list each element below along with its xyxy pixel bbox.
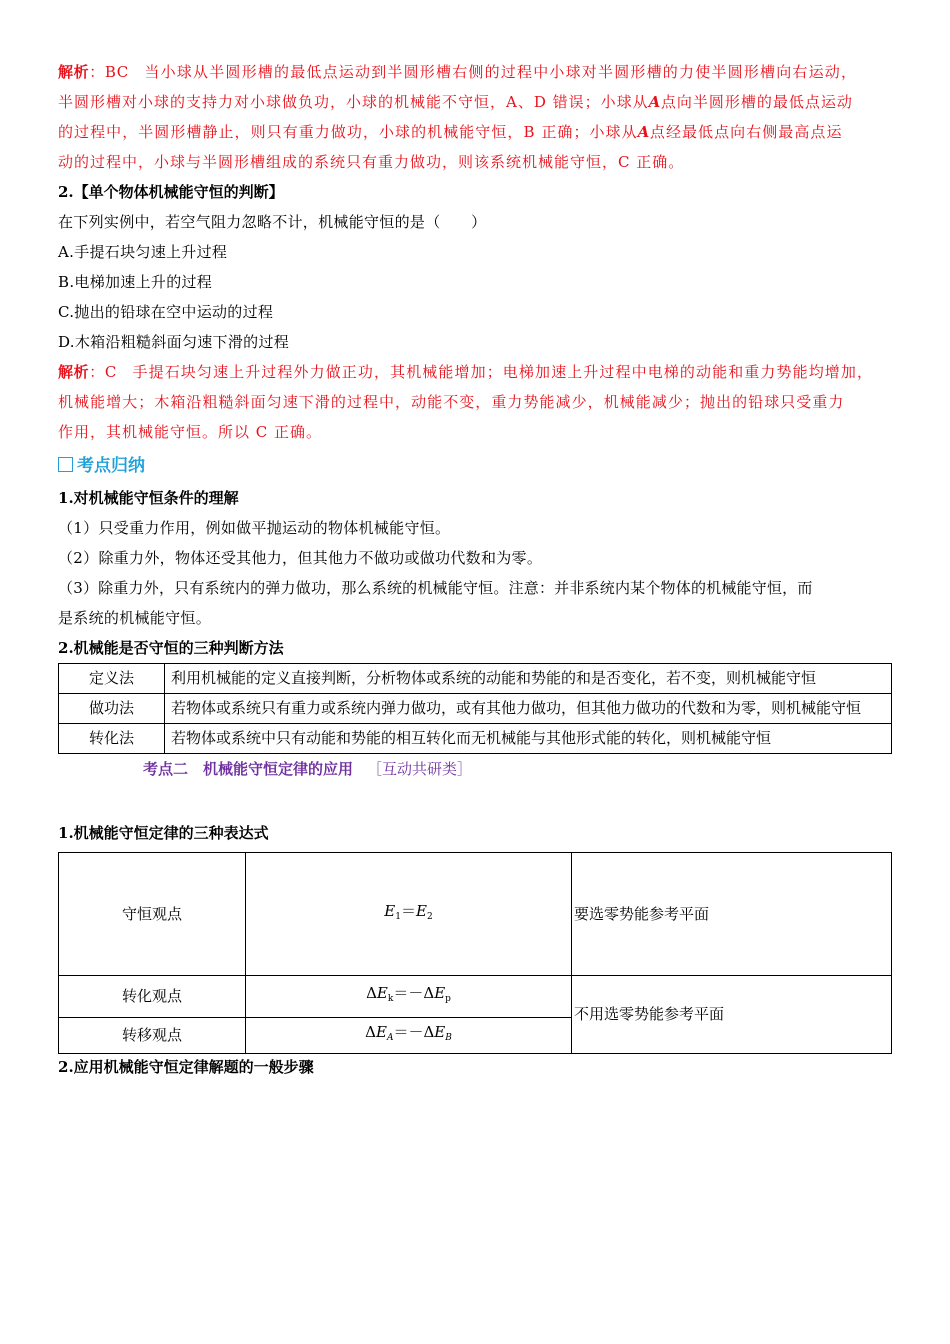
table-cell-view: 转移观点 (59, 1018, 246, 1054)
formula-e: E (376, 984, 388, 1002)
formula-sub: p (445, 994, 451, 1004)
page-content (58, 58, 892, 1082)
option-b: B.电梯加速上升的过程 (58, 273, 213, 291)
analysis-colon: ： (89, 363, 105, 381)
analysis-label: 解析 (58, 363, 90, 381)
point-number: 1 (58, 824, 69, 842)
point-number: 2 (58, 1058, 69, 1076)
point-1 (58, 483, 892, 633)
formula-e: E (434, 1023, 446, 1041)
expressions-table (58, 852, 892, 1054)
formula-sub: k (387, 994, 394, 1004)
table-cell-desc: 若物体或系统中只有动能和势能的相互转化而无机械能与其他形式能的转化，则机械能守恒 (165, 724, 892, 754)
formula-sub: 2 (426, 911, 433, 922)
table-cell-method: 定义法 (59, 664, 165, 694)
kaodian-tag: ［互动共研类］ (367, 760, 473, 778)
point-title: .机械能守恒定律的三种表达式 (68, 824, 269, 842)
option-c: C.抛出的铅球在空中运动的过程 (58, 303, 274, 321)
kaodian-heading (58, 754, 892, 784)
analysis-label: 解析 (58, 63, 90, 81)
kaodian-title: 考点二 机械能守恒定律的应用 (143, 760, 354, 778)
point-number: 2 (58, 639, 69, 657)
formula-e: E (434, 984, 446, 1002)
table-cell-method: 转化法 (59, 724, 165, 754)
table-row (59, 664, 892, 694)
formula-eq: ＝－Δ (393, 984, 435, 1002)
analysis-line: 的过程中，半圆形槽静止，则只有重力做功，小球的机械能守恒，B 正确；小球从 (58, 123, 638, 141)
checkbox-icon (58, 457, 73, 472)
analysis-answer: C (104, 363, 117, 381)
analysis-line: 手提石块匀速上升过程外力做正功，其机械能增加；电梯加速上升过程中电梯的动能和重力势能均增加， (132, 363, 874, 381)
table-cell-note: 不用选零势能参考平面 (572, 976, 892, 1054)
formula-delta: Δ (365, 1023, 376, 1041)
table-row (59, 976, 892, 1018)
analysis-line: 动的过程中，小球与半圆形槽组成的系统只有重力做功，则该系统机械能守恒，C 正确。 (58, 153, 685, 171)
table-cell-formula (246, 1018, 572, 1054)
analysis-line: 点向半圆形槽的最低点运动 (660, 93, 853, 111)
analysis-line: 作用，其机械能守恒。所以 C 正确。 (58, 423, 323, 441)
analysis-colon: ： (89, 63, 105, 81)
analysis-2 (58, 357, 892, 447)
formula-eq: ＝ (400, 901, 416, 920)
list-item: （3）除重力外，只有系统内的弹力做功，那么系统的机械能守恒。注意：并非系统内某个物体的机械能守恒，而 (58, 579, 813, 597)
formula-eq: ＝－Δ (393, 1023, 435, 1041)
section-title: 考点归纳 (77, 456, 145, 476)
analysis-line: 机械能增大；木箱沿粗糙斜面匀速下滑的过程中，动能不变，重力势能减少，机械能减少；抛出的铅球只受重力 (58, 393, 845, 411)
analysis-line: 半圆形槽对小球的支持力对小球做负功，小球的机械能不守恒，A、D 错误；小球从 (58, 93, 649, 111)
option-a: A.手提石块匀速上升过程 (58, 243, 228, 261)
point-2 (58, 633, 892, 754)
methods-table (58, 663, 892, 754)
point-4 (58, 1052, 892, 1082)
list-item: （1）只受重力作用，例如做平抛运动的物体机械能守恒。 (58, 519, 451, 537)
table-cell-desc: 利用机械能的定义直接判断，分析物体或系统的动能和势能的和是否变化，若不变，则机械能守恒 (165, 664, 892, 694)
table-cell-note: 要选零势能参考平面 (572, 853, 892, 976)
question-stem: 在下列实例中，若空气阻力忽略不计，机械能守恒的是（ ） (58, 213, 487, 231)
point-title: .对机械能守恒条件的理解 (68, 489, 239, 507)
point-title: .机械能是否守恒的三种判断方法 (68, 639, 284, 657)
table-row (59, 724, 892, 754)
point-label: A (648, 93, 661, 111)
formula-sub: B (445, 1033, 452, 1043)
formula-sub: A (386, 1033, 394, 1043)
section-heading (58, 449, 892, 483)
analysis-line: 点经最低点向右侧最高点运 (649, 123, 843, 141)
analysis-answer: BC (104, 63, 129, 81)
table-cell-formula (246, 853, 572, 976)
analysis-line: 当小球从半圆形槽的最低点运动到半圆形槽右侧的过程中小球对半圆形槽的力使半圆形槽向右运动， (144, 63, 858, 81)
formula-e: E (375, 1023, 387, 1041)
point-title: .应用机械能守恒定律解题的一般步骤 (68, 1058, 314, 1076)
table-cell-formula (246, 976, 572, 1018)
formula-e: E (416, 901, 427, 920)
table-cell-desc: 若物体或系统只有重力或系统内弹力做功，或有其他力做功，但其他力做功的代数和为零，则机械能守恒 (165, 694, 892, 724)
table-cell-method: 做功法 (59, 694, 165, 724)
point-3 (58, 818, 892, 1054)
table-row (59, 694, 892, 724)
question-number: 2. (58, 183, 74, 201)
list-item-cont: 是系统的机械能守恒。 (58, 609, 212, 627)
option-d: D.木箱沿粗糙斜面匀速下滑的过程 (58, 333, 290, 351)
question-2 (58, 177, 892, 357)
table-cell-view: 守恒观点 (59, 853, 246, 976)
formula-delta: Δ (366, 984, 377, 1002)
question-title: 【单个物体机械能守恒的判断】 (73, 183, 284, 201)
table-cell-view: 转化观点 (59, 976, 246, 1018)
analysis-1 (58, 57, 892, 177)
list-item: （2）除重力外，物体还受其他力，但其他力不做功或做功代数和为零。 (58, 549, 543, 567)
table-row (59, 853, 892, 976)
point-number: 1 (58, 489, 69, 507)
formula-e: E (384, 901, 396, 920)
point-label: A (637, 123, 650, 141)
formula-sub: 1 (395, 911, 401, 922)
